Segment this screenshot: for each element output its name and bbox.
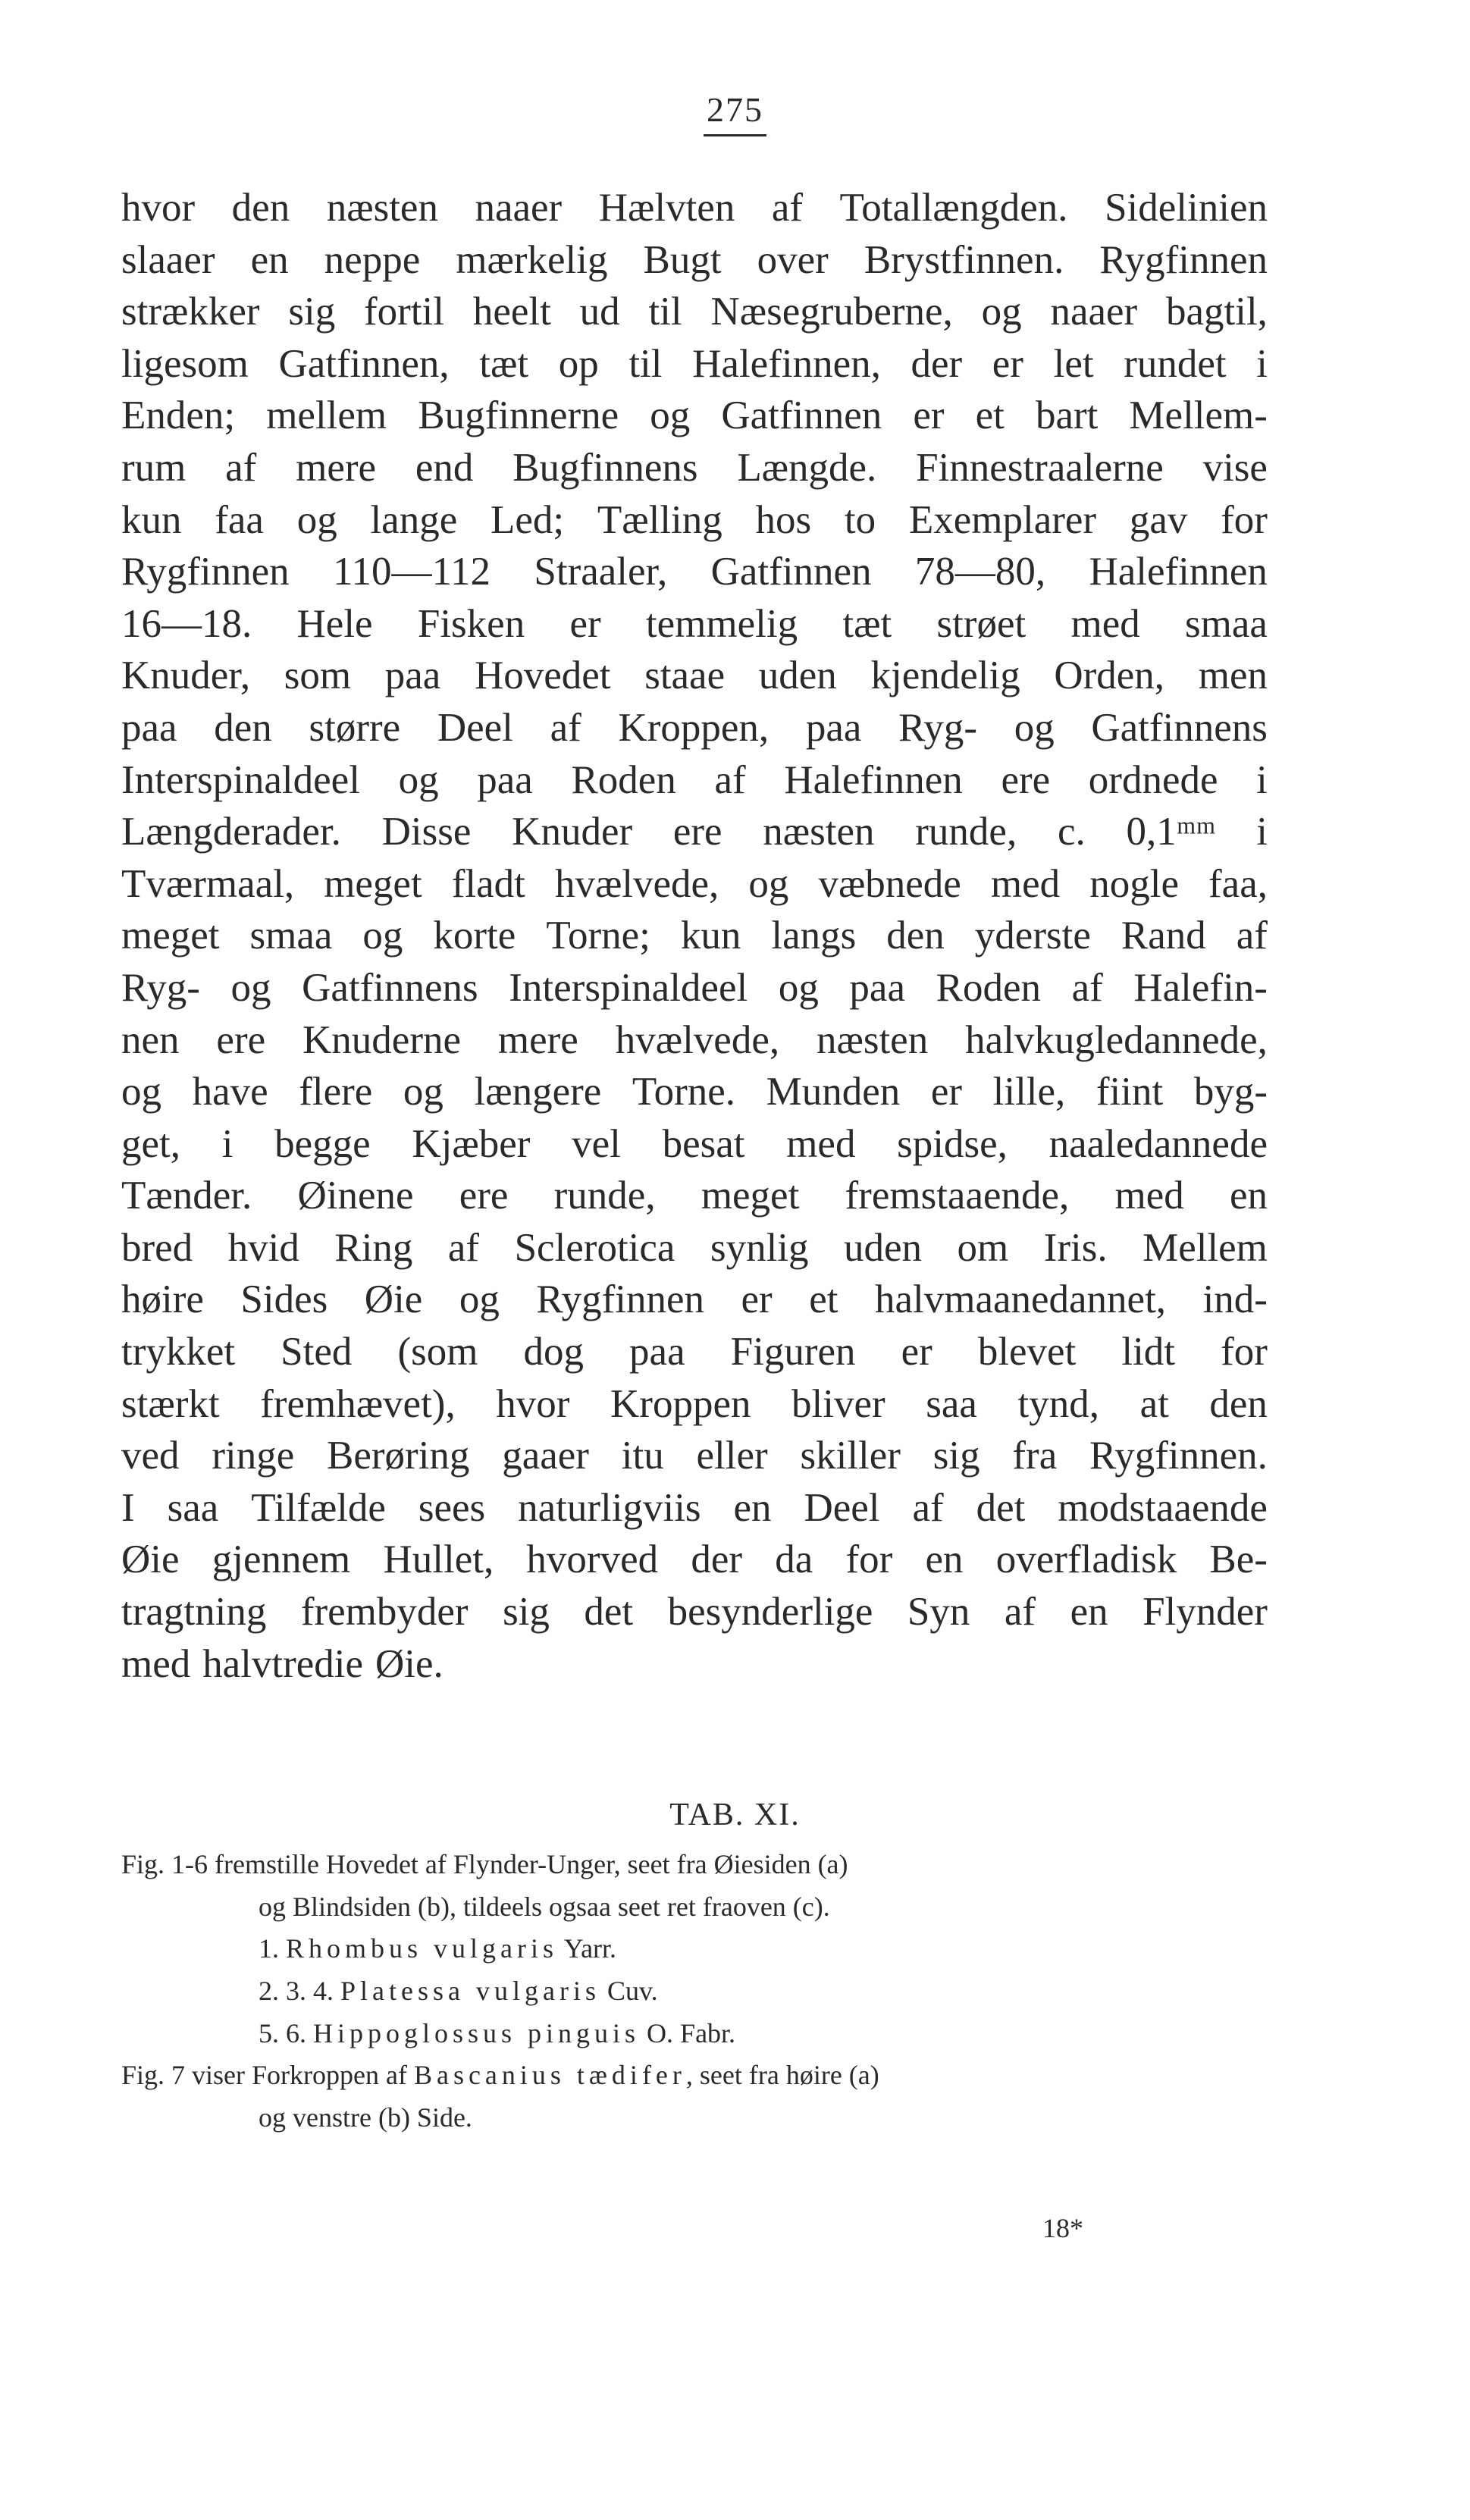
text-line: Rygfinnen 110—112 Straaler, Gatfinnen 78—80, Halefinnen [121,550,1268,594]
caption-item-number: 2. 3. 4. [259,1976,334,2007]
species-name: Rhombus vulgaris [286,1933,559,1964]
species-author: O. Fabr. [647,2017,736,2048]
text-line: rum af mere end Bugfinnens Længde. Finnestraalerne vise [121,445,1268,490]
text-line: Øie gjennem Hullet, hvorved der da for en overfladisk Be- [121,1537,1268,1582]
caption-item-number: 5. 6. [259,2017,306,2048]
text-line: og have flere og længere Torne. Munden er lille, fiint byg- [121,1070,1268,1114]
caption-item-number: 1. [259,1933,279,1964]
caption-fig-7-line-1 [121,2055,1271,2097]
text-line: høire Sides Øie og Rygfinnen er et halvmaanedannet, ind- [121,1277,1268,1322]
text-line: kun faa og lange Led; Tælling hos to Exemplarer gav for [121,497,1268,542]
figure-captions [121,1844,1271,2139]
text-line: paa den større Deel af Kroppen, paa Ryg- og Gatfinnens [121,705,1268,750]
text-line: strækker sig fortil heelt ud til Næsegruberne, og naaer bagtil, [121,290,1268,334]
plate-heading: TAB. XI. [669,1798,801,1832]
signature-mark: 18* [1042,2213,1083,2243]
caption-item-hippoglossus [121,2013,1271,2055]
text-line: tragtning frembyder sig det besynderlige Syn af en Flynder [121,1590,1268,1635]
text-line: I saa Tilfælde sees naturligviis en Deel af det modstaaende [121,1485,1268,1530]
species-author: Yarr. [563,1933,617,1964]
text-line: get, i begge Kjæber vel besat med spidse, naaledannede [121,1121,1268,1166]
text-line: 16—18. Hele Fisken er temmelig tæt strøet med smaa [121,601,1268,646]
caption-item-rhombus [121,1928,1271,1970]
text-line: Knuder, som paa Hovedet staae uden kjendelig Orden, men [121,654,1268,698]
species-name: Bascanius tædifer [413,2060,686,2091]
text-line: Tænder. Øinene ere runde, meget fremstaaende, med en [121,1174,1268,1218]
body-paragraph [121,182,1268,1690]
text-line: trykket Sted (som dog paa Figuren er blevet lidt for [121,1330,1268,1374]
text-line: nen ere Knuderne mere hvælvede, næsten halvkugledannede, [121,1017,1268,1062]
text-line: Enden; mellem Bugfinnerne og Gatfinnen er et bart Mellem- [121,393,1268,438]
caption-fig-7-text-end: , seet fra høire (a) [685,2060,879,2091]
caption-fig-1-6-line-2: og Blindsiden (b), tildeels ogsaa seet ret fraoven (c). [259,1891,830,1922]
species-name: Platessa vulgaris [340,1976,600,2007]
caption-fig-1-6-line-1: Fig. 1-6 fremstille Hovedet af Flynder-Unger, seet fra Øiesiden (a) [121,1849,848,1879]
text-line: bred hvid Ring af Sclerotica synlig uden om Iris. Mellem [121,1225,1268,1270]
text-line: Tværmaal, meget fladt hvælvede, og væbnede med nogle faa, [121,861,1268,906]
caption-item-platessa [121,1970,1271,2013]
text-line: Ryg- og Gatfinnens Interspinaldeel og paa Roden af Halefin- [121,965,1268,1010]
text-line: ved ringe Berøring gaaer itu eller skiller sig fra Rygfinnen. [121,1434,1268,1478]
text-line: Længderader. Disse Knuder ere næsten runde, c. 0,1ᵐᵐ i [121,810,1268,854]
species-name: Hippoglossus pinguis [313,2017,641,2048]
page-number: 275 [0,89,1470,136]
caption-fig-7-line-2: og venstre (b) Side. [259,2102,472,2133]
species-author: Cuv. [606,1976,658,2007]
text-line: stærkt fremhævet), hvor Kroppen bliver saa tynd, at den [121,1381,1268,1426]
text-line: slaaer en neppe mærkelig Bugt over Brystfinnen. Rygfinnen [121,237,1268,282]
text-line: meget smaa og korte Torne; kun langs den yderste Rand af [121,914,1268,958]
caption-fig-7-text: Fig. 7 viser Forkroppen af [121,2060,407,2091]
text-line: ligesom Gatfinnen, tæt op til Halefinnen, der er let rundet i [121,341,1268,386]
text-line: hvor den næsten naaer Hælvten af Totallængden. Sidelinien [121,186,1268,230]
text-line: Interspinaldeel og paa Roden af Halefinnen ere ordnede i [121,757,1268,802]
text-line: med halvtredie Øie. [121,1641,444,1686]
